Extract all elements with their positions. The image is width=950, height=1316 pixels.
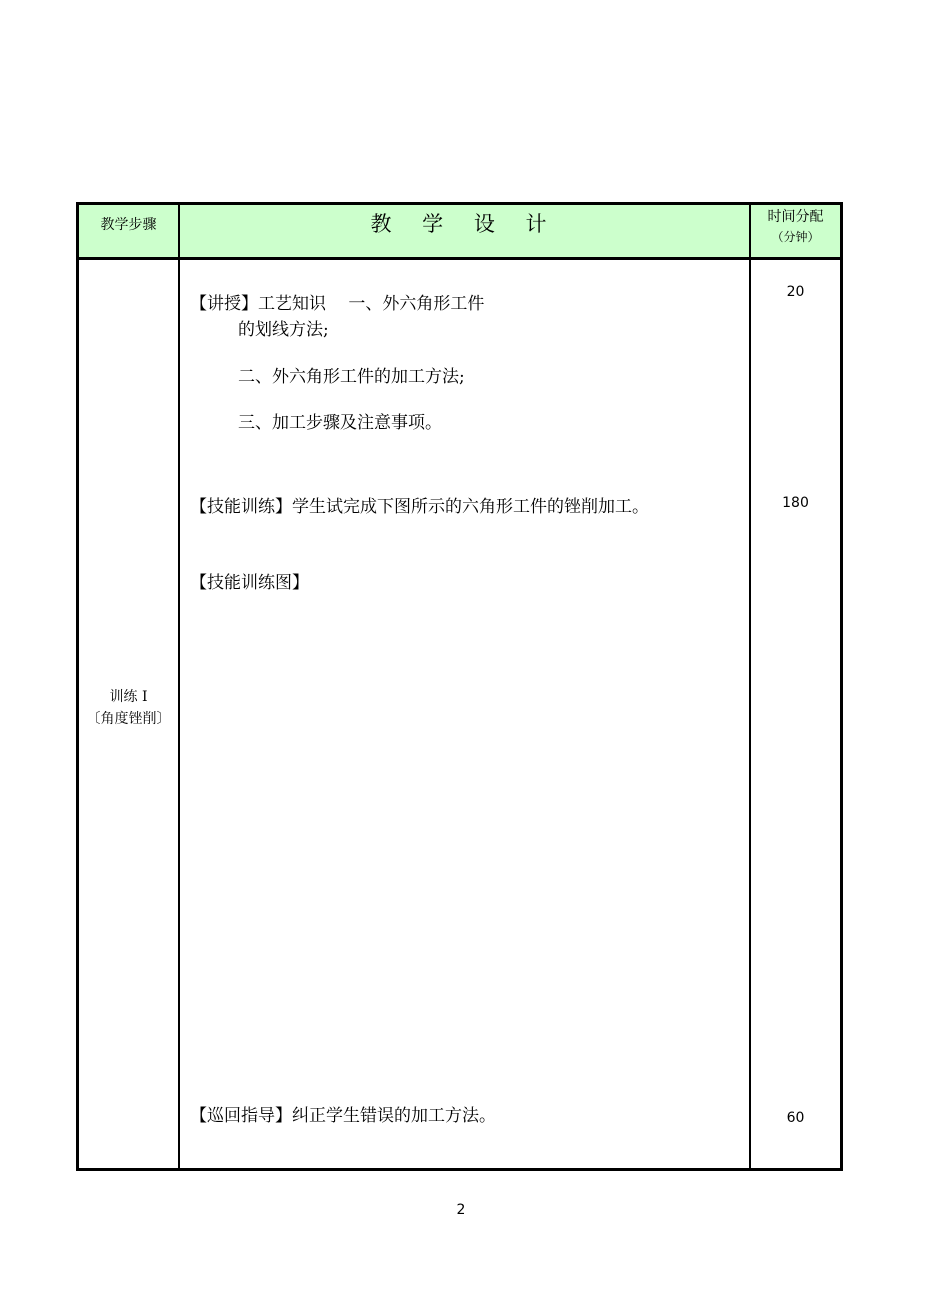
time-patrol: 60 (786, 1110, 805, 1126)
header-step: 教学步骤 (100, 217, 157, 233)
step-label-line2: 〔角度锉削〕 (86, 711, 171, 727)
header-design: 教 学 设 计 (370, 212, 559, 236)
patrol-guidance-text: 【巡回指导】纠正学生错误的加工方法。 (190, 1106, 496, 1126)
time-lecture: 20 (786, 284, 805, 300)
column-divider-2 (749, 202, 751, 1171)
lecture-item-2: 二、外六角形工件的加工方法; (238, 367, 465, 387)
table-right-border (840, 202, 843, 1171)
page-number: 2 (456, 1202, 466, 1218)
lesson-plan-table (76, 202, 843, 1171)
header-time-line2: （分钟） (771, 230, 820, 244)
time-skill: 180 (782, 495, 809, 511)
lecture-line2: 的划线方法; (238, 320, 329, 340)
table-top-border (76, 202, 843, 205)
table-bottom-border (76, 1168, 843, 1171)
column-divider-1 (178, 202, 180, 1171)
step-label-line1: 训练 I (109, 689, 148, 705)
skill-training-text: 【技能训练】学生试完成下图所示的六角形工件的锉削加工。 (190, 497, 649, 517)
header-bottom-border (76, 257, 843, 260)
skill-figure-heading: 【技能训练图】 (190, 573, 309, 593)
lecture-item-3: 三、加工步骤及注意事项。 (238, 413, 442, 433)
header-time-line1: 时间分配 (767, 209, 824, 225)
lecture-line1: 【讲授】工艺知识 一、外六角形工件 (190, 294, 485, 314)
